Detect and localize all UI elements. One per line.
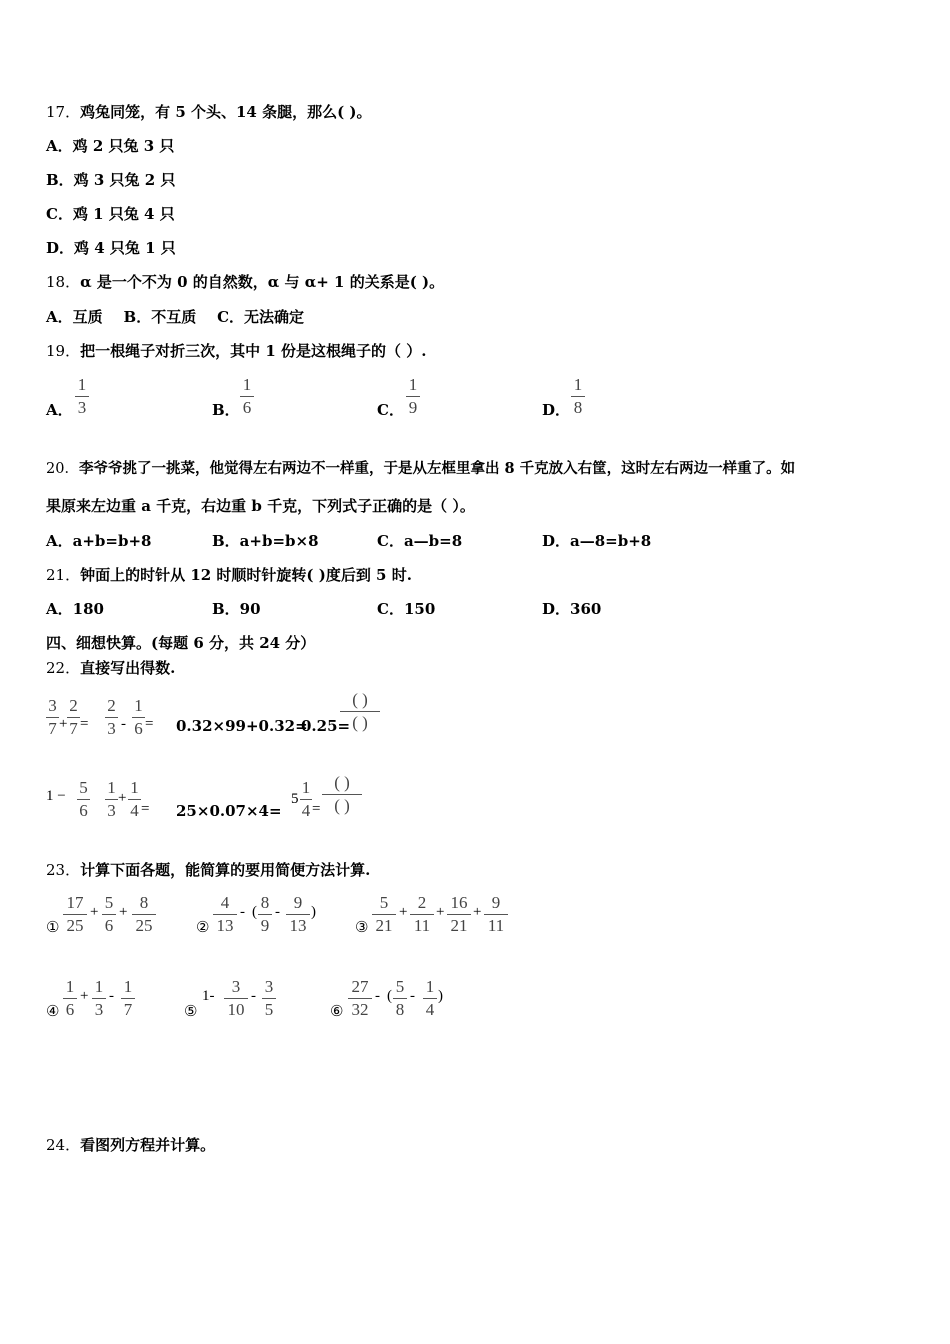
q23-e3-plus-3: + xyxy=(473,904,482,920)
q22-r1-eq-2: = xyxy=(145,716,154,732)
q22-r1-frac-2: 2 7 xyxy=(67,696,80,739)
q23-e1-frac-2: 5 6 xyxy=(102,893,116,936)
q23-e5-minus: - xyxy=(251,988,256,1004)
q23-e2-lparen: ( xyxy=(252,904,257,920)
q22-r1-frac-4: 1 6 xyxy=(132,696,145,739)
q22-r2-eq-2: = xyxy=(312,801,321,817)
q20-option-d[interactable]: D．a—8=b+8 xyxy=(542,532,652,550)
q23-e3-plus-1: + xyxy=(399,904,408,920)
q23-e6-rparen: ) xyxy=(438,988,443,1004)
q23-e6-frac-3: 1 4 xyxy=(423,977,437,1020)
q22-r2-frac-2: 1 3 xyxy=(105,778,118,821)
q22-r1-expr-3: 0.32×99+0.32= xyxy=(176,717,308,735)
q18-stem: 18．α 是一个不为 0 的自然数，α 与 α+ 1 的关系是( )。 xyxy=(46,273,445,291)
q22-r1-frac-3: 2 3 xyxy=(105,696,118,739)
q23-e6-frac-2: 5 8 xyxy=(393,977,407,1020)
q21-option-b[interactable]: B．90 xyxy=(212,600,261,618)
q19-option-b-fraction: 1 6 xyxy=(240,375,254,418)
q23-e4-frac-3: 1 7 xyxy=(121,977,135,1020)
q17-option-c[interactable]: C．鸡 1 只兔 4 只 xyxy=(46,205,175,223)
q23-marker-3: ③ xyxy=(355,920,369,936)
q23-e6-lparen: ( xyxy=(387,988,392,1004)
q23-e5-one-minus: 1- xyxy=(202,988,215,1004)
q23-e4-frac-2: 1 3 xyxy=(92,977,106,1020)
q19-option-d-label[interactable]: D． xyxy=(542,401,571,419)
q23-stem: 23．计算下面各题，能简算的要用简便方法计算. xyxy=(46,861,371,879)
q22-r2-frac-4: 1 4 xyxy=(301,778,311,820)
q22-r1-plus: + xyxy=(59,716,68,732)
q19-option-b-label[interactable]: B． xyxy=(212,401,240,419)
q21-option-c[interactable]: C．150 xyxy=(377,600,436,618)
q23-e2-frac-2: 8 9 xyxy=(258,893,272,936)
q21-option-d[interactable]: D．360 xyxy=(542,600,602,618)
q23-marker-5: ⑤ xyxy=(184,1004,198,1020)
q23-e4-plus: + xyxy=(80,988,89,1004)
q23-e5-frac-2: 3 5 xyxy=(262,977,276,1020)
q23-e5-frac-1: 3 10 xyxy=(224,977,248,1020)
q19-stem: 19．把一根绳子对折三次，其中 1 份是这根绳子的（ ）. xyxy=(46,342,427,360)
q23-e2-frac-1: 4 13 xyxy=(213,893,237,936)
q18-options[interactable]: A．互质 B．不互质 C．无法确定 xyxy=(46,308,305,326)
q23-e1-frac-1: 17 25 xyxy=(63,893,87,936)
q23-e6-minus-1: - xyxy=(375,988,380,1004)
q22-r2-plus: + xyxy=(118,790,127,806)
q22-r2-frac-1: 5 6 xyxy=(77,778,90,821)
q23-e6-frac-1: 27 32 xyxy=(348,977,372,1020)
q23-e2-minus-1: - xyxy=(240,904,245,920)
q17-option-d[interactable]: D．鸡 4 只兔 1 只 xyxy=(46,239,176,257)
q23-e3-frac-1: 5 21 xyxy=(372,893,396,936)
q23-e2-frac-3: 9 13 xyxy=(286,893,310,936)
q20-stem-line2: 果原来左边重 a 千克，右边重 b 千克，下列式子正确的是（ ）。 xyxy=(46,497,475,515)
q23-e3-frac-3: 16 21 xyxy=(447,893,471,936)
q23-e1-frac-3: 8 25 xyxy=(132,893,156,936)
q23-e3-frac-2: 2 11 xyxy=(410,893,434,936)
q22-r2-whole: 5 xyxy=(291,791,299,807)
q22-r2-blank-fraction[interactable]: ( ) ( ) xyxy=(322,773,362,816)
q22-r2-one-minus: 1 − xyxy=(46,788,66,804)
q23-e3-plus-2: + xyxy=(436,904,445,920)
q23-e2-minus-2: - xyxy=(275,904,280,920)
q20-option-a[interactable]: A．a+b=b+8 xyxy=(46,532,152,550)
q21-option-a[interactable]: A．180 xyxy=(46,600,104,618)
section-4-heading: 四、细想快算。(每题 6 分，共 24 分） xyxy=(46,634,316,652)
q23-e4-frac-1: 1 6 xyxy=(63,977,77,1020)
q19-option-a-label[interactable]: A． xyxy=(46,401,73,419)
q23-e6-minus-2: - xyxy=(410,988,415,1004)
q22-r1-eq-1: = xyxy=(80,716,89,732)
q23-e4-minus: - xyxy=(109,988,114,1004)
q23-e2-rparen: ) xyxy=(311,904,316,920)
q22-stem: 22．直接写出得数. xyxy=(46,659,176,677)
q17-option-b[interactable]: B．鸡 3 只兔 2 只 xyxy=(46,171,176,189)
q23-marker-2: ② xyxy=(196,920,210,936)
q21-stem: 21．钟面上的时针从 12 时顺时针旋转( )度后到 5 时. xyxy=(46,566,412,584)
q17-option-a[interactable]: A．鸡 2 只兔 3 只 xyxy=(46,137,175,155)
q17-stem: 17．鸡兔同笼，有 5 个头、14 条腿，那么( )。 xyxy=(46,103,372,121)
q23-marker-4: ④ xyxy=(46,1004,60,1020)
q23-e1-plus-1: + xyxy=(90,904,99,920)
q23-marker-6: ⑥ xyxy=(330,1004,344,1020)
q22-r2-eq: = xyxy=(141,801,150,817)
q23-e3-frac-4: 9 11 xyxy=(484,893,508,936)
q23-marker-1: ① xyxy=(46,920,60,936)
q22-r2-expr-3: 25×0.07×4= xyxy=(176,802,282,820)
q22-r1-expr-4: 0.25= xyxy=(301,717,351,735)
q22-r2-frac-3: 1 4 xyxy=(128,778,141,821)
q20-stem-line1: 20．李爷爷挑了一挑菜，他觉得左右两边不一样重，于是从左框里拿出 8 千克放入右筐，这时左右两边一样重了。如 xyxy=(46,460,796,477)
q22-r1-frac-1: 3 7 xyxy=(46,696,59,739)
q20-option-b[interactable]: B．a+b=b×8 xyxy=(212,532,319,550)
q20-option-c[interactable]: C．a—b=8 xyxy=(377,532,463,550)
q19-option-a-fraction: 1 3 xyxy=(75,375,89,418)
q19-option-c-fraction: 1 9 xyxy=(406,375,420,418)
q22-r1-minus: - xyxy=(121,716,126,732)
q22-r1-blank-fraction[interactable]: ( ) ( ) xyxy=(340,690,380,733)
q19-option-c-label[interactable]: C． xyxy=(377,401,404,419)
q23-e1-plus-2: + xyxy=(119,904,128,920)
q24-stem: 24．看图列方程并计算。 xyxy=(46,1136,216,1154)
q19-option-d-fraction: 1 8 xyxy=(571,375,585,418)
